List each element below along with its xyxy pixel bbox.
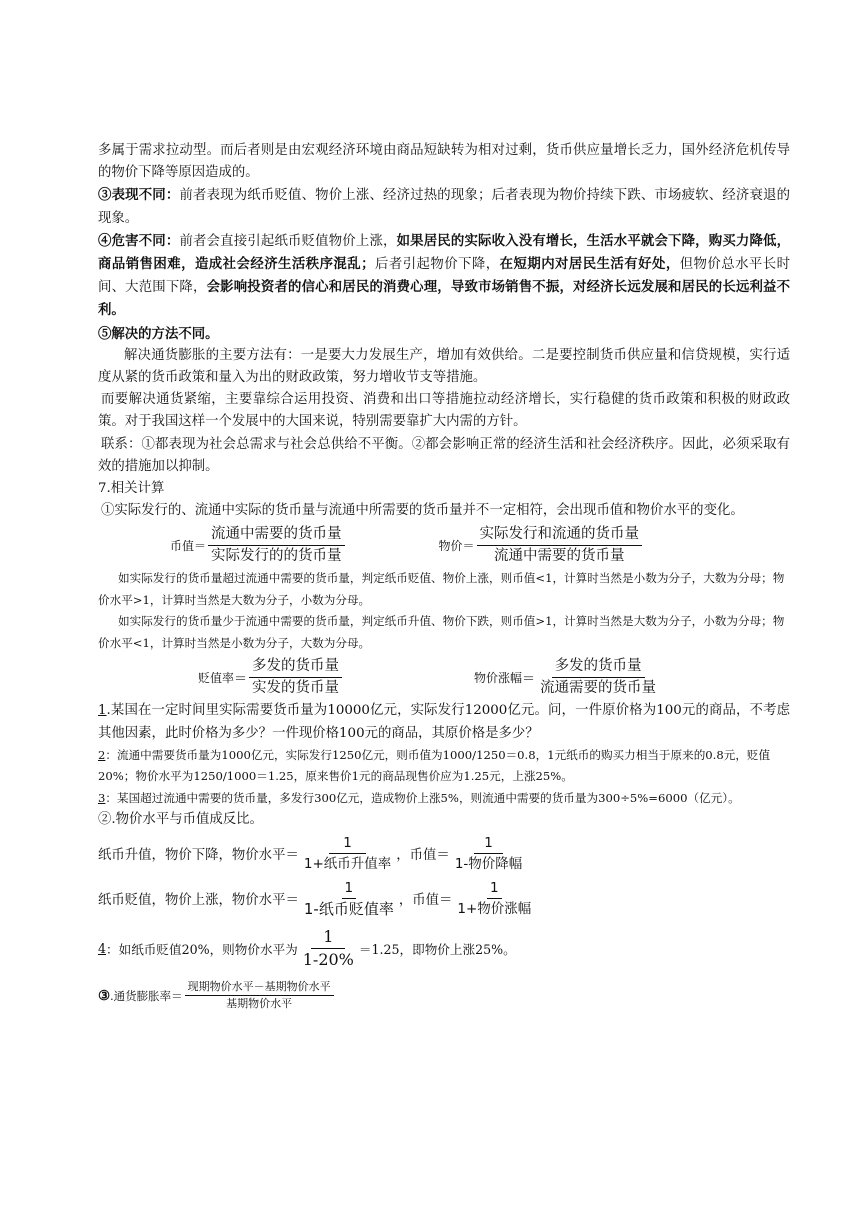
fraction	[185, 980, 334, 1011]
example-paragraph	[98, 700, 790, 744]
text-paragraph: 联系：①都表现为社会总需求与社会总供给不平衡。②都会影响正常的经济生活和社会经济秩序。因此，必须采取有效的措施加以抑制。	[98, 436, 790, 474]
fraction-numerator: 1	[474, 834, 503, 854]
text-span: .某国在一定时间里实际需要货币量为10000亿元，实际发行12000亿元。问，一件原价格为100元的商品，不考虑其他因素，此时价格为多少？一件现价格100元的商品，其原价格是多少？	[98, 703, 790, 741]
formula-row	[98, 654, 790, 700]
fraction-denominator: 流通需要的货币量	[540, 679, 657, 696]
fraction	[300, 927, 357, 970]
text-span: ：流通中需要货币量为1000亿元，实际发行1250亿元，则币值为1000/1250＝0.8，1元纸币的购买力相当于原来的0.8元，贬值20%；物价水平为1250/1000＝1.25，原来售价1元的商品现售价应为1.25元，上涨25%。	[98, 747, 771, 784]
text-paragraph: 解决通货膨胀的主要方法有：一是要大力发展生产，增加有效供给。二是要控制货币供应量和信贷规模，实行适度从紧的货币政策和量入为出的财政政策，努力增收节支等措施。	[98, 347, 790, 386]
text-span: 后者引起物价下降，	[374, 257, 500, 273]
fraction-denominator: 流通中需要的货币量	[494, 547, 625, 564]
formula-row	[98, 876, 790, 922]
fraction-numerator: 现期物价水平－基期物价水平	[185, 980, 334, 996]
fraction-denominator: 1-20%	[302, 950, 354, 970]
text-span: ，币值＝	[396, 848, 450, 864]
example-number: 2	[98, 747, 106, 762]
formula-label: 物价涨幅	[474, 670, 523, 685]
section-title: 7.相关计算	[98, 481, 165, 497]
bold-text: 会影响投资者的信心和居民的消费心理，导致市场销售不振，对经济长远发展和居民的长远利益不利。	[98, 279, 790, 319]
fraction-numerator: 1	[342, 879, 357, 899]
example-number: 3	[98, 790, 106, 805]
fraction	[208, 525, 345, 566]
text-paragraph: 而要解决通货紧缩，主要靠综合运用投资、消费和出口等措施拉动经济增长，实行稳健的货币政策和积极的财政政策。对于我国这样一个发展中的大国来说，特别需要靠扩大内需的方针。	[98, 392, 790, 430]
fraction-numerator: 流通中需要的货币量	[208, 525, 345, 546]
text-span: 但物价总水平长时间、大范围下降，	[98, 257, 791, 296]
fraction-denominator: 1-纸币贬值率	[303, 900, 394, 919]
fraction-denominator: 1-物价降幅	[454, 856, 523, 873]
text-span: ：某国超过流通中需要的货币量，多发行300亿元，造成物价上涨5%，则流通中需要的货币量为300÷5%=6000（亿元）。	[105, 790, 740, 805]
example-number: 1	[98, 703, 107, 719]
fraction-denominator: 基期物价水平	[226, 997, 293, 1011]
formula-row	[98, 832, 790, 876]
fraction-numerator: 1	[311, 927, 345, 949]
example-number: 4	[98, 941, 107, 957]
text-span: ，币值＝	[398, 893, 453, 909]
fraction	[454, 879, 534, 918]
formula-label: 贬值率	[198, 670, 235, 685]
section-heading: ④危害不同：	[98, 232, 180, 249]
fraction-denominator: 1+纸币升值率	[303, 856, 392, 873]
fraction	[537, 657, 659, 698]
example-paragraph	[98, 745, 790, 788]
text-span: ＝1.25，即物价上涨25%。	[358, 942, 516, 958]
fraction-denominator: 实发的货币量	[252, 679, 340, 696]
text-paragraph	[98, 184, 790, 229]
fraction-numerator: 1	[329, 834, 366, 854]
text-span: 纸币升值，物价下降，物价水平＝	[98, 848, 299, 864]
equals-sign: ＝	[234, 671, 248, 687]
formula-label: 物价＝	[438, 538, 475, 553]
note-paragraph: 如实际发行的货币量超过流通中需要的货币量，判定纸币贬值、物价上涨，则币值<1，计算时当然是小数为分子，大数为分母；物价水平>1，计算时当然是大数为分子，小数为分母。	[98, 571, 785, 607]
fraction	[249, 657, 342, 698]
example-paragraph	[98, 922, 790, 976]
section-heading: ③表现不同：	[98, 187, 180, 204]
text-span: 纸币贬值，物价上涨，物价水平＝	[98, 893, 299, 909]
fraction-numerator: 1	[487, 879, 502, 899]
section-heading: ⑤解决的方法不同。	[98, 325, 219, 342]
bold-text: 在短期内对居民生活有好处，	[499, 256, 680, 273]
equals-sign: ＝	[522, 671, 536, 687]
example-paragraph	[98, 788, 790, 810]
formula-label: 币值＝	[170, 538, 207, 553]
text-paragraph: ①实际发行的、流通中实际的货币量与流通中所需要的货币量并不一定相符，会出现币值和物价水平的变化。	[101, 503, 744, 519]
formula-row	[98, 522, 790, 568]
formula-label: .通货膨胀率＝	[110, 988, 183, 1003]
fraction-denominator: 实际发行的的货币量	[211, 547, 342, 564]
text-paragraph	[98, 230, 790, 323]
text-span: ：如纸币贬值20%，则物价水平为	[106, 942, 298, 958]
bold-text: 如果居民的实际收入没有增长，生活水平就会下降，购买力降低，商品销售困难，造成社会经济生活秩序混乱；	[98, 232, 791, 273]
section-heading: ③	[98, 987, 111, 1004]
fraction-numerator: 多发的货币量	[249, 657, 342, 678]
fraction	[301, 834, 394, 873]
text-paragraph: 多属于需求拉动型。而后者则是由宏观经济环境由商品短缺转为相对过剩，货币供应量增长乏力，国外经济危机传导的物价下降等原因造成的。	[98, 143, 790, 181]
fraction	[477, 525, 643, 566]
fraction	[301, 879, 397, 918]
formula-row	[98, 976, 790, 1016]
document-page	[98, 140, 790, 1016]
fraction-numerator: 多发的货币量	[552, 657, 645, 678]
fraction-numerator: 实际发行和流通的货币量	[477, 525, 643, 546]
note-paragraph: 如实际发行的货币量少于流通中需要的货币量，判定纸币升值、物价下跌，则币值>1，计算时当然是大数为分子，小数为分母；物价水平<1，计算时当然是小数为分子，大数为分母。	[98, 614, 785, 650]
text-paragraph: ②.物价水平与币值成反比。	[98, 812, 263, 828]
fraction	[452, 834, 525, 873]
fraction-denominator: 1+物价涨幅	[457, 901, 532, 918]
text-span: 前者表现为纸币贬值、物价上涨、经济过热的现象；后者表现为物价持续下跌、市场疲软、经济衰退的现象。	[98, 188, 791, 226]
text-span: 前者会直接引起纸币贬值物价上涨，	[179, 233, 397, 249]
